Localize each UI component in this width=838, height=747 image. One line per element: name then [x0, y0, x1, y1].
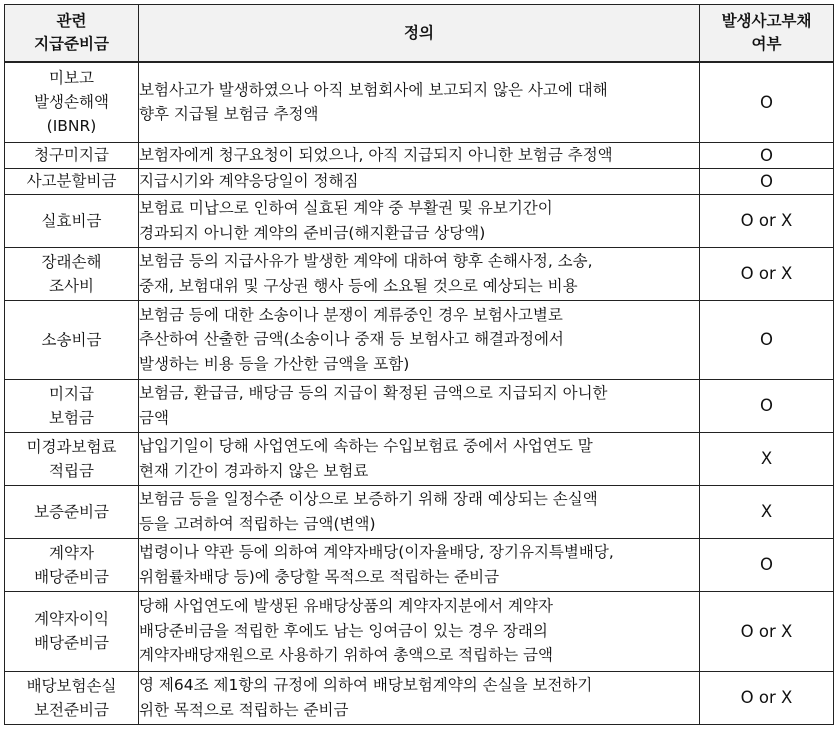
definition-text: 중재, 보험대위 및 구상권 행사 등에 소요될 것으로 예상되는 비용 — [139, 276, 578, 295]
table-row — [5, 538, 834, 591]
table-row — [5, 671, 834, 724]
reserve-name: 소송비금 — [41, 330, 102, 349]
reserve-name: 발생손해액 — [34, 93, 109, 112]
definition-cell — [139, 671, 700, 724]
table-row — [5, 142, 834, 168]
definition-cell — [139, 168, 700, 194]
definition-text: 보험자에게 청구요청이 되었으나, 아직 지급되지 아니한 보험금 추정액 — [139, 145, 613, 164]
reserve-name-cell — [5, 538, 139, 591]
reserve-name-cell — [5, 485, 139, 538]
liability-flag: O — [700, 168, 834, 194]
header-row — [5, 5, 834, 63]
reserve-name: 보험금 — [49, 408, 94, 427]
reserve-name: 미경과보험료 — [26, 437, 117, 456]
reserve-name-cell — [5, 168, 139, 194]
table-row — [5, 379, 834, 432]
reserve-name: 계약자 — [49, 543, 94, 562]
reserve-name: 미지급 — [49, 384, 94, 403]
definition-text: 추산하여 산출한 금액(소송이나 중재 등 보험사고 해결과정에서 — [139, 330, 564, 349]
reserve-definition-table — [4, 4, 834, 725]
reserve-name-cell — [5, 379, 139, 432]
table-row — [5, 168, 834, 194]
definition-text: 보험금 등에 대한 소송이나 분쟁이 계류중인 경우 보험사고별로 — [139, 305, 563, 324]
header-text: 발생사고부채 — [721, 12, 812, 30]
reserve-name-cell — [5, 591, 139, 671]
liability-flag: X — [700, 485, 834, 538]
definition-text: 법령이나 약관 등에 의하여 계약자배당(이자율배당, 장기유지특별배당, — [139, 543, 614, 561]
definition-cell — [139, 300, 700, 379]
definition-text: 배당준비금을 적립한 후에도 남는 잉여금이 있는 경우 장래의 — [139, 621, 548, 640]
liability-flag: O or X — [700, 194, 834, 247]
definition-text: 발생하는 비용 등을 가산한 금액을 포함) — [139, 354, 410, 373]
reserve-name: (IBNR) — [46, 117, 97, 136]
reserve-name-cell — [5, 432, 139, 485]
table-row — [5, 247, 834, 300]
definition-text: 향후 지급될 보험금 추정액 — [139, 105, 319, 124]
liability-flag: O — [700, 538, 834, 591]
definition-text: 금액 — [139, 408, 169, 427]
table-row — [5, 432, 834, 485]
definition-cell — [139, 194, 700, 247]
reserve-name: 조사비 — [49, 276, 94, 295]
definition-text: 보험금, 환급금, 배당금 등의 지급이 확정된 금액으로 지급되지 아니한 — [139, 384, 608, 402]
definition-text: 보험료 미납으로 인하여 실효된 계약 중 부활권 및 유보기간이 — [139, 199, 553, 217]
reserve-name: 청구미지급 — [34, 146, 109, 164]
header-text: 정의 — [404, 23, 434, 42]
definition-cell — [139, 485, 700, 538]
definition-text: 현재 기간이 경과하지 않은 보험료 — [139, 461, 369, 480]
definition-cell — [139, 142, 700, 168]
definition-text: 위한 목적으로 적립하는 준비금 — [139, 700, 349, 719]
reserve-name-cell — [5, 671, 139, 724]
liability-flag: O — [700, 142, 834, 168]
table-row — [5, 194, 834, 247]
definition-cell — [139, 432, 700, 485]
reserve-name: 배당준비금 — [34, 634, 109, 652]
reserve-name-cell — [5, 247, 139, 300]
table-row — [5, 62, 834, 142]
definition-text: 납입기일이 당해 사업연도에 속하는 수입보험료 중에서 사업연도 말 — [139, 437, 593, 455]
liability-flag: O — [700, 300, 834, 379]
liability-flag: O or X — [700, 247, 834, 300]
definition-cell — [139, 62, 700, 142]
reserve-name: 미보고 — [49, 69, 94, 88]
table-row — [5, 591, 834, 671]
definition-text: 보험사고가 발생하였으나 아직 보험회사에 보고되지 않은 사고에 대해 — [139, 80, 608, 99]
definition-text: 위험률차배당 등)에 충당할 목적으로 적립하는 준비금 — [139, 567, 500, 586]
reserve-name: 배당준비금 — [34, 567, 109, 586]
reserve-name: 보증준비금 — [34, 502, 109, 521]
reserve-name-cell — [5, 62, 139, 142]
liability-flag: O — [700, 62, 834, 142]
definition-text: 계약자배당재원으로 사용하기 위하여 총액으로 적립하는 금액 — [139, 646, 553, 665]
definition-text: 경과되지 아니한 계약의 준비금(해지환급금 상당액) — [139, 223, 486, 242]
reserve-name: 실효비금 — [41, 211, 102, 230]
header-text: 지급준비금 — [34, 35, 109, 53]
header-definition — [139, 5, 700, 63]
definition-cell — [139, 591, 700, 671]
reserve-name-cell — [5, 194, 139, 247]
header-reserve-name — [5, 5, 139, 63]
definition-text: 당해 사업연도에 발생된 유배당상품의 계약자지분에서 계약자 — [139, 597, 553, 616]
table-row — [5, 485, 834, 538]
definition-text: 등을 고려하여 적립하는 금액(변액) — [139, 514, 376, 533]
definition-text: 보험금 등을 일정수준 이상으로 보증하기 위해 장래 예상되는 손실액 — [139, 490, 598, 508]
reserve-name-cell — [5, 142, 139, 168]
definition-text: 지급시기와 계약응당일이 정해짐 — [139, 171, 359, 190]
liability-flag: X — [700, 432, 834, 485]
header-liability — [700, 5, 834, 63]
definition-text: 영 제64조 제1항의 규정에 의하여 배당보험계약의 손실을 보전하기 — [139, 676, 593, 694]
reserve-name: 사고분할비금 — [26, 172, 117, 190]
definition-cell — [139, 247, 700, 300]
reserve-name: 보전준비금 — [34, 700, 109, 719]
definition-cell — [139, 538, 700, 591]
definition-cell — [139, 379, 700, 432]
liability-flag: O or X — [700, 671, 834, 724]
reserve-name-cell — [5, 300, 139, 379]
definition-text: 보험금 등의 지급사유가 발생한 계약에 대하여 향후 손해사정, 소송, — [139, 252, 593, 270]
reserve-name: 배당보험손실 — [26, 676, 117, 695]
table-row — [5, 300, 834, 379]
header-text: 관련 — [56, 12, 87, 30]
reserve-name: 장래손해 — [41, 252, 102, 271]
liability-flag: O — [700, 379, 834, 432]
liability-flag: O or X — [700, 591, 834, 671]
reserve-name: 계약자이익 — [34, 610, 109, 628]
header-text: 여부 — [751, 35, 782, 53]
reserve-name: 적립금 — [49, 461, 94, 480]
